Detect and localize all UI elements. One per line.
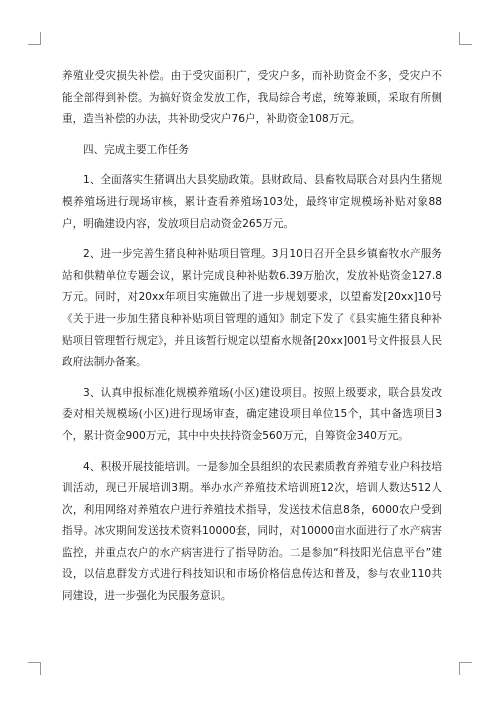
crop-mark-top-left bbox=[28, 32, 41, 45]
crop-mark-bottom-left bbox=[28, 662, 41, 675]
item-paragraph-1: 1、全面落实生猪调出大县奖励政策。县财政局、县畜牧局联合对县内生猪规模养殖场进行现场审核，累计查看养殖场103处，最终审定规模场补贴对象88户，明确建设内容，发放项目启动资金265万元。 bbox=[62, 174, 442, 230]
document-body bbox=[62, 66, 442, 608]
section-heading: 四、完成主要工作任务 bbox=[83, 143, 189, 156]
crop-mark-bottom-right bbox=[459, 662, 472, 675]
paragraph-gap bbox=[62, 131, 442, 140]
paragraph-gap bbox=[62, 374, 442, 383]
paragraph-gap bbox=[62, 448, 442, 457]
item-paragraph-3: 3、认真申报标准化规模养殖场(小区)建设项目。按照上级要求，联合县发改委对相关规模场(小区)进行现场审查，确定建设项目单位15个，其中备选项目3个，累计资金900万元，其中中央扶持资金560万元，自筹资金340万元。 bbox=[62, 386, 442, 442]
item-paragraph-2: 2、进一步完善生猪良种补贴项目管理。3月10日召开全县乡镇畜牧水产服务站和供精单位专题会议，累计完成良种补贴数6.39万胎次，发放补贴资金127.8万元。同时，对20xx年项目实施做出了进一步规划要求，以望畜发[20xx]10号《关于进一步加生猪良种补贴项目管理的通知》制定下发了《县实施生猪良种补贴项目管理暂行规定》，并且该暂行规定以望畜水规备[20xx]001号文件报县人民政府法制办备案。 bbox=[62, 248, 442, 369]
crop-mark-top-right bbox=[459, 32, 472, 45]
paragraph-gap bbox=[62, 161, 442, 170]
item-paragraph-4: 4、积极开展技能培训。一是参加全县组织的农民素质教育养殖专业户科技培训活动，现已开展培训3期。举办水产养殖技术培训班12次，培训人数达512人次，利用网络对养殖农户进行养殖技术指导，发送技术信息8条，6000农户受到指导。冰灾期间发送技术资料10000套，同时，对10000亩水面进行了水产病害监控，并重点农户的水产病害进行了指导防治。二是参加“科技阳光信息平台”建设，以信息群发方式进行科技知识和市场价格信息传达和普及，参与农业110共同建设，进一步强化为民服务意识。 bbox=[62, 460, 442, 603]
continued-paragraph: 养殖业受灾损失补偿。由于受灾面积广，受灾户多，而补助资金不多，受灾户不能全部得到补偿。为搞好资金发放工作，我局综合考虑，统筹兼顾，采取有所侧重，造当补偿的办法，共补助受灾户76户，补助资金108万元。 bbox=[62, 70, 442, 126]
paragraph-gap bbox=[62, 235, 442, 244]
